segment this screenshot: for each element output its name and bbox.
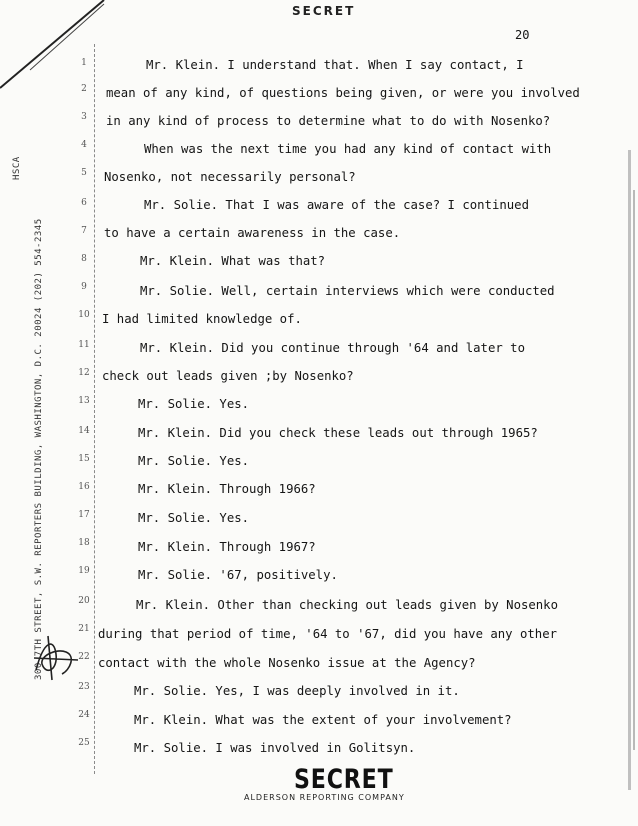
- transcript-line: Mr. Klein. Through 1967?: [138, 540, 316, 554]
- transcript-line: Mr. Klein. Did you check these leads out through 1965?: [138, 426, 538, 440]
- transcript-line: Mr. Solie. Yes.: [138, 454, 250, 468]
- page-number: 20: [515, 28, 530, 42]
- line-number: 3: [81, 112, 87, 122]
- left-margin-rule: [94, 44, 95, 774]
- transcript-line: contact with the whole Nosenko issue at the Agency?: [98, 656, 476, 670]
- line-number: 11: [78, 340, 90, 350]
- line-number: 2: [81, 84, 87, 94]
- transcript-line: Mr. Solie. That I was aware of the case? I continued: [144, 198, 529, 212]
- transcript-line: Mr. Solie. I was involved in Golitsyn.: [134, 741, 416, 755]
- transcript-line: Mr. Solie. Yes.: [138, 511, 250, 525]
- line-number: 10: [78, 310, 90, 320]
- transcript-line: Mr. Klein. Through 1966?: [138, 482, 316, 496]
- line-number: 9: [81, 282, 87, 292]
- transcript-line: When was the next time you had any kind of contact with: [144, 142, 552, 156]
- line-number: 14: [78, 426, 90, 436]
- transcript-line: Mr. Solie. Well, certain interviews which were conducted: [140, 284, 555, 298]
- transcript-line: Mr. Klein. What was the extent of your involvement?: [134, 713, 512, 727]
- line-number: 1: [81, 58, 87, 68]
- transcript-line: I had limited knowledge of.: [102, 312, 302, 326]
- transcript-line: during that period of time, '64 to '67, did you have any other: [98, 627, 558, 641]
- line-number: 25: [78, 738, 90, 748]
- line-number: 22: [78, 652, 90, 662]
- secret-stamp: SECRET: [294, 764, 394, 795]
- line-number: 12: [78, 368, 90, 378]
- transcript-line: in any kind of process to determine what to do with Nosenko?: [106, 114, 551, 128]
- line-number: 4: [81, 140, 87, 150]
- top-stamp: SECRET: [292, 4, 356, 18]
- line-number: 19: [78, 566, 90, 576]
- line-number: 24: [78, 710, 90, 720]
- line-number: 15: [78, 454, 90, 464]
- reporting-company: ALDERSON REPORTING COMPANY: [244, 793, 405, 802]
- transcript-line: Mr. Solie. Yes, I was deeply involved in it.: [134, 684, 460, 698]
- transcript-line: Mr. Klein. Other than checking out leads given by Nosenko: [136, 598, 558, 612]
- reporter-address: 300 7TH STREET, S.W. REPORTERS BUILDING, WASHINGTON, D.C. 20024 (202) 554-2345: [34, 218, 44, 680]
- line-number: 7: [81, 226, 87, 236]
- line-number: 23: [78, 682, 90, 692]
- handwritten-initials: [26, 630, 90, 686]
- transcript-line: to have a certain awareness in the case.: [104, 226, 401, 240]
- line-number: 13: [78, 396, 90, 406]
- hsca-margin-mark: HSCA: [12, 156, 22, 180]
- page-edge-shadow: [624, 150, 638, 790]
- line-number: 16: [78, 482, 90, 492]
- transcript-line: Nosenko, not necessarily personal?: [104, 170, 356, 184]
- transcript-line: mean of any kind, of questions being given, or were you involved: [106, 86, 580, 100]
- line-number: 8: [81, 254, 87, 264]
- line-number: 18: [78, 538, 90, 548]
- transcript-line: Mr. Solie. Yes.: [138, 397, 250, 411]
- transcript-line: Mr. Klein. I understand that. When I say contact, I: [146, 58, 524, 72]
- transcript-line: Mr. Klein. What was that?: [140, 254, 326, 268]
- transcript-line: Mr. Klein. Did you continue through '64 and later to: [140, 341, 525, 355]
- line-number: 6: [81, 198, 87, 208]
- transcript-line: Mr. Solie. '67, positively.: [138, 568, 338, 582]
- line-number: 21: [78, 624, 90, 634]
- line-number: 5: [81, 168, 87, 178]
- transcript-line: check out leads given ;by Nosenko?: [102, 369, 354, 383]
- line-number: 20: [78, 596, 90, 606]
- line-number: 17: [78, 510, 90, 520]
